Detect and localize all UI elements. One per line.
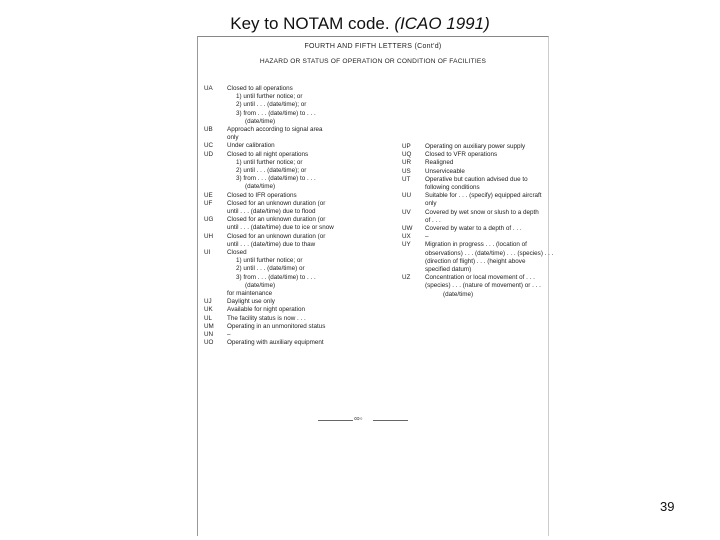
entry-description — [425, 241, 553, 274]
ornament-rule-left — [318, 420, 353, 421]
entry-line: (date/time) — [245, 281, 276, 289]
section-header: FOURTH AND FIFTH LETTERS (Cont'd) — [304, 43, 442, 50]
entry-code: UO — [204, 339, 214, 347]
code-entry — [402, 192, 542, 208]
entry-line: Closed for an unknown duration (or — [227, 216, 326, 224]
entry-line: 2) until . . . (date/time); or — [236, 101, 307, 109]
entry-line: Realigned — [425, 159, 454, 167]
entry-code: UI — [204, 249, 211, 257]
entry-description — [425, 159, 542, 167]
entry-code: UX — [402, 233, 411, 241]
entry-line: specified datum) — [425, 266, 472, 274]
entry-line: (date/time) — [443, 290, 474, 298]
entry-description — [227, 306, 394, 314]
entry-code: UE — [204, 191, 213, 199]
entry-line: Covered by water to a depth of . . . — [425, 225, 522, 233]
entry-line: The facility status is now . . . — [227, 314, 306, 322]
entry-line: 3) from . . . (date/time) to . . . — [236, 175, 316, 183]
entry-line: until . . . (date/time) due to ice or snow — [227, 224, 334, 232]
entry-line: Suitable for . . . (specify) equipped aircraft — [425, 192, 542, 200]
entry-line: Operating with auxiliary equipment — [227, 339, 324, 347]
code-entry — [204, 85, 394, 126]
page-number: 39 — [660, 499, 675, 514]
entry-description — [227, 151, 394, 192]
code-entry — [402, 168, 542, 176]
code-entry — [204, 233, 394, 249]
entry-code: UM — [204, 322, 214, 330]
entry-description — [425, 151, 542, 159]
entry-line: Closed — [227, 249, 247, 257]
entry-description — [227, 85, 394, 126]
entry-code: UZ — [402, 274, 411, 282]
code-entry — [204, 298, 394, 306]
code-entry — [204, 339, 394, 347]
entry-description — [227, 200, 394, 216]
entry-line: 1) until further notice; or — [236, 158, 303, 166]
entry-line: for maintenance — [227, 290, 273, 298]
entry-line: Unserviceable — [425, 167, 465, 175]
entry-line: Closed to all operations — [227, 85, 293, 92]
code-entry — [402, 143, 542, 151]
entry-code: UB — [204, 126, 213, 134]
entry-code: UG — [204, 216, 214, 224]
code-entry — [204, 323, 394, 331]
entry-line: Closed to all night operations — [227, 150, 309, 158]
entry-line: Approach according to signal area — [227, 126, 323, 134]
entry-line: Migration in progress . . . (location of — [425, 241, 527, 249]
entry-line: only — [425, 200, 437, 208]
code-entry — [204, 200, 394, 216]
entry-code: UA — [204, 85, 213, 92]
entry-line: (species) . . . (nature of movement) or . . . — [425, 282, 541, 290]
left-code-column — [204, 85, 394, 348]
entry-code: UH — [204, 232, 214, 240]
entry-line: observations) . . . (date/time) . . . (species) . . . — [425, 249, 554, 257]
entry-code: UL — [204, 314, 213, 322]
entry-description — [227, 126, 394, 142]
entry-description — [425, 274, 542, 299]
entry-line: 1) until further notice; or — [236, 257, 303, 265]
entry-code: UV — [402, 208, 411, 216]
code-entry — [204, 151, 394, 192]
entry-line: Daylight use only — [227, 298, 275, 306]
entry-description — [425, 176, 542, 192]
entry-code: US — [402, 167, 411, 175]
code-entry — [204, 216, 394, 232]
entry-line: 1) until further notice; or — [236, 93, 303, 101]
entry-description — [227, 298, 394, 306]
code-entry — [402, 151, 542, 159]
entry-line: 3) from . . . (date/time) to . . . — [236, 273, 316, 281]
end-ornament — [318, 416, 408, 424]
entry-line: (direction of flight) . . . (height above — [425, 257, 526, 265]
ornament-rule-right — [373, 420, 408, 421]
entry-line: Under calibration — [227, 142, 275, 150]
slide-title-citation: (ICAO 1991) — [394, 14, 490, 33]
code-entry — [204, 315, 394, 323]
slide-title — [0, 14, 720, 34]
entry-line: 3) from . . . (date/time) to . . . — [236, 109, 316, 117]
entry-line: 2) until . . . (date/time); or — [236, 167, 307, 175]
entry-line: only — [227, 134, 239, 142]
entry-line: Operating in an unmonitored status — [227, 322, 326, 330]
code-entry — [402, 241, 554, 274]
entry-line: Operating on auxiliary power supply — [425, 143, 526, 150]
slide-title-main: Key to NOTAM code. — [230, 14, 395, 33]
code-entry — [204, 331, 394, 339]
entry-line: 2) until . . . (date/time) or — [236, 265, 305, 273]
entry-code: UD — [204, 150, 214, 158]
entry-code: UF — [204, 199, 213, 207]
code-entry — [402, 176, 542, 192]
entry-line: – — [425, 233, 429, 241]
code-entry — [204, 306, 394, 314]
entry-line: until . . . (date/time) due to flood — [227, 208, 316, 216]
entry-description — [227, 315, 394, 323]
entry-description — [425, 192, 542, 208]
entry-code: UK — [204, 306, 213, 314]
entry-line: until . . . (date/time) due to thaw — [227, 240, 316, 248]
entry-description — [425, 209, 542, 225]
entry-line: following conditions — [425, 184, 480, 192]
entry-description — [425, 168, 542, 176]
entry-line: (date/time) — [245, 183, 276, 191]
code-entry — [402, 225, 542, 233]
entry-code: UT — [402, 175, 411, 183]
code-entry — [204, 192, 394, 200]
code-entry — [204, 249, 394, 298]
code-entry — [204, 126, 394, 142]
entry-code: UR — [402, 159, 412, 167]
entry-line: Concentration or local movement of . . . — [425, 274, 535, 282]
entry-line: Closed to VFR operations — [425, 151, 498, 159]
entry-line: Operative but caution advised due to — [425, 175, 528, 183]
code-entry — [402, 209, 542, 225]
scanned-document-page — [197, 36, 554, 536]
entry-description — [227, 331, 394, 339]
entry-code: UN — [204, 331, 214, 339]
entry-description — [227, 323, 394, 331]
entry-description — [227, 249, 394, 298]
entry-description — [227, 192, 394, 200]
right-code-column — [402, 143, 554, 299]
entry-description — [227, 233, 394, 249]
entry-code: UQ — [402, 151, 412, 159]
entry-description — [227, 142, 394, 150]
code-entry — [204, 142, 394, 150]
entry-line: – — [227, 331, 231, 339]
entry-code: UW — [402, 225, 413, 233]
entry-code: UY — [402, 241, 411, 249]
entry-line: Covered by wet snow or slush to a depth — [425, 208, 539, 216]
entry-line: (date/time) — [245, 117, 276, 125]
entry-code: UU — [402, 192, 412, 200]
entry-line: Closed for an unknown duration (or — [227, 199, 326, 207]
entry-line: Closed for an unknown duration (or — [227, 232, 326, 240]
section-subheader: HAZARD OR STATUS OF OPERATION OR CONDITION OF FACILITIES — [259, 58, 487, 65]
entry-line: Closed to IFR operations — [227, 191, 297, 199]
entry-code: UJ — [204, 298, 212, 306]
code-entry — [402, 233, 542, 241]
entry-line: of . . . — [425, 216, 441, 224]
entry-description — [425, 143, 542, 151]
entry-description — [227, 216, 394, 232]
code-entry — [402, 159, 542, 167]
entry-description — [425, 225, 542, 233]
code-entry — [402, 274, 542, 299]
entry-line: Available for night operation — [227, 306, 305, 314]
entry-code: UP — [402, 143, 411, 150]
entry-description — [227, 339, 394, 347]
ornament-flourish-icon: ∞◦ — [354, 414, 363, 423]
entry-code: UC — [204, 142, 214, 150]
entry-description — [425, 233, 542, 241]
